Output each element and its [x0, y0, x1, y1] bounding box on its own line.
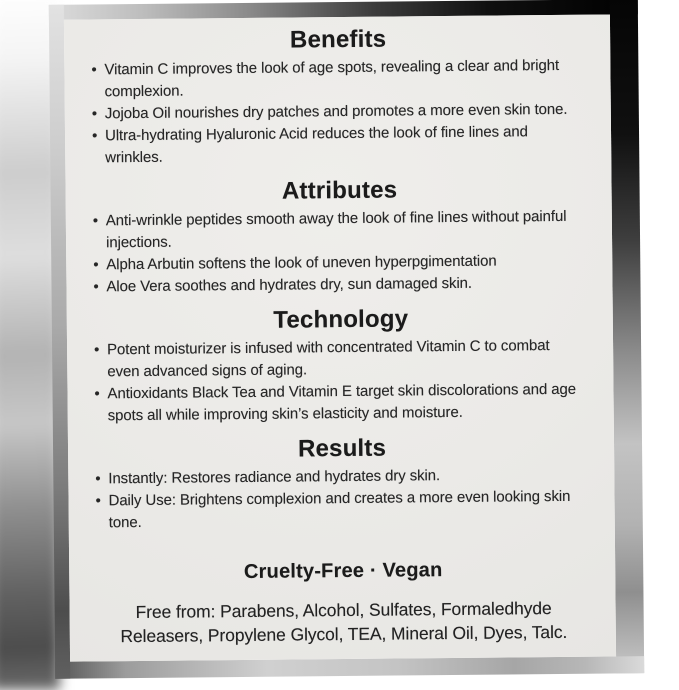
- section-title: Attributes: [281, 176, 398, 205]
- sections: [76, 24, 605, 535]
- bullet-item: • Aloe Vera soothes and hydrates dry, sun damaged skin.: [92, 272, 602, 299]
- section-results: [80, 433, 605, 535]
- section-title: Technology: [273, 305, 409, 334]
- bullet-item: • Antioxidants Black Tea and Vitamin E target skin discolorations and age spots all while improving skin’s elasticity and moisture.: [93, 379, 603, 428]
- section-benefits: [76, 24, 601, 170]
- bullet-list: [76, 55, 601, 170]
- section-title: Results: [297, 434, 387, 463]
- bullet-item: • Daily Use: Brightens complexion and creates a more even looking skin tone.: [94, 486, 604, 535]
- bullet-item: • Vitamin C improves the look of age spots, revealing a clear and bright complexion.: [90, 55, 600, 104]
- section-title: Benefits: [289, 25, 387, 54]
- cruelty-free-vegan-line: Cruelty-Free · Vegan: [243, 559, 443, 583]
- bullet-item: • Alpha Arbutin softens the look of uneven hyperpgimentation: [92, 250, 602, 277]
- free-from-line: Free from: Parabens, Alcohol, Sulfates, Formaledhyde Releasers, Propylene Glycol, TEA, Mineral Oil, Dyes, Talc.: [120, 598, 568, 647]
- bullet-list: [79, 335, 604, 428]
- bullet-item: • Instantly: Restores radiance and hydrates dry skin.: [94, 464, 604, 491]
- product-box: [49, 0, 644, 679]
- bullet-list: [80, 464, 605, 535]
- bullet-item: • Jojoba Oil nourishes dry patches and promotes a more even skin tone.: [91, 99, 601, 126]
- label-panel: [64, 14, 616, 661]
- section-attributes: [77, 175, 602, 299]
- section-technology: [79, 304, 604, 428]
- bullet-item: • Anti-wrinkle peptides smooth away the look of fine lines without painful injections.: [92, 206, 602, 255]
- bullet-list: [78, 206, 603, 299]
- bullet-item: • Potent moisturizer is infused with concentrated Vitamin C to combat even advanced signs of aging.: [93, 335, 603, 384]
- bullet-item: • Ultra-hydrating Hyaluronic Acid reduces the look of fine lines and wrinkles.: [91, 121, 601, 170]
